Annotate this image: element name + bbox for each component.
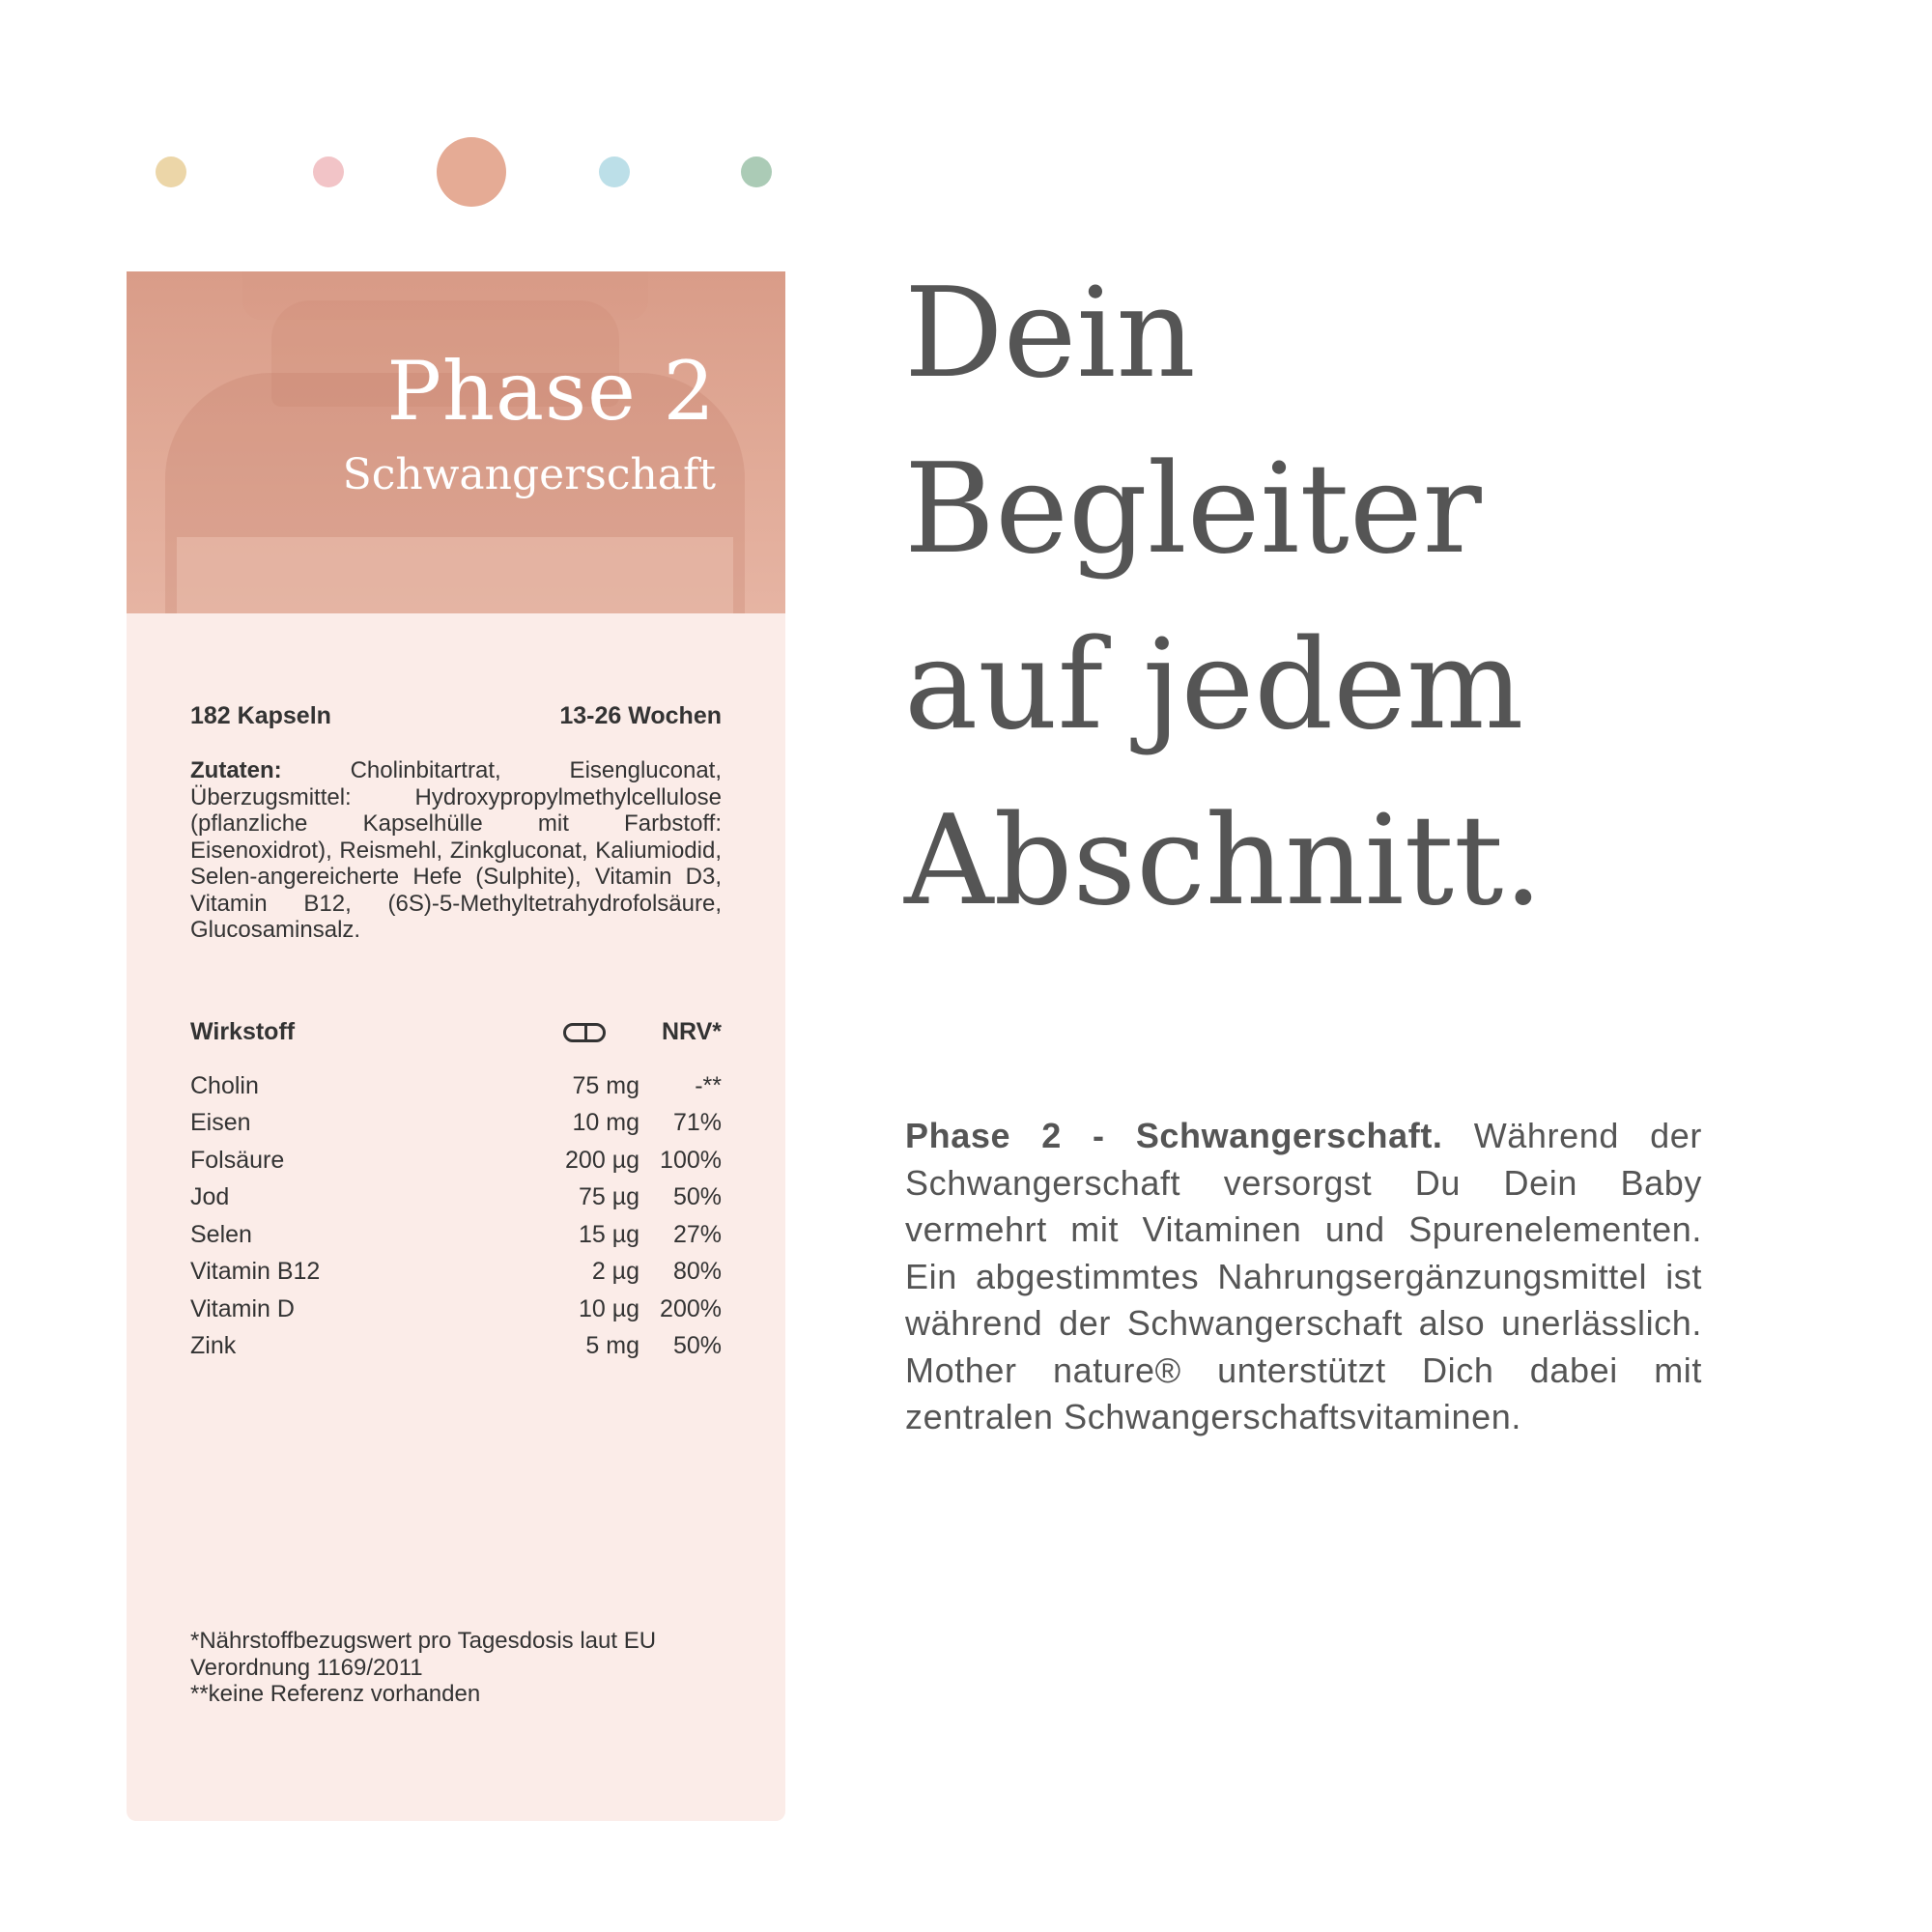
substance-nrv: 200% — [660, 1294, 722, 1322]
table-row — [190, 1067, 722, 1105]
substance-name: Jod — [190, 1183, 230, 1211]
phase-title: Phase 2 — [386, 344, 716, 439]
table-row — [190, 1216, 722, 1254]
phase-dot-4 — [599, 156, 630, 187]
substance-name: Folsäure — [190, 1146, 285, 1174]
phase-dot-1 — [156, 156, 186, 187]
substance-amount: 75 µg — [578, 1183, 639, 1211]
substance-name: Selen — [190, 1220, 252, 1248]
substance-amount: 75 mg — [572, 1071, 639, 1099]
substance-name: Cholin — [190, 1071, 259, 1099]
phase-dot-5 — [741, 156, 772, 187]
ingredients-label: Zutaten: — [190, 757, 282, 783]
ingredients — [190, 757, 722, 944]
header-amount — [470, 1015, 639, 1067]
table-header — [190, 1015, 722, 1067]
table-row — [190, 1291, 722, 1328]
headline-line-2: Begleiter — [904, 438, 1482, 582]
nutrient-table — [190, 1015, 722, 1365]
table-row — [190, 1179, 722, 1217]
substance-name: Eisen — [190, 1109, 251, 1137]
substance-name: Vitamin B12 — [190, 1258, 321, 1286]
substance-amount: 15 µg — [578, 1220, 639, 1248]
substance-nrv: 27% — [672, 1220, 722, 1248]
footnote-no-reference: **keine Referenz vorhanden — [190, 1681, 481, 1707]
table-row — [190, 1254, 722, 1292]
description-body: Während der Schwangerschaft versorgst Du Dein Baby vermehrt mit Vitaminen und Spurenelementen. Ein abgestimmtes Nahrungsergänzungsmittel ist während der Schwangerschaft also unerlässlich. Mother nature® unterstützt Dich dabei mit zentralen Schwangerschaftsvitaminen. — [905, 1116, 1702, 1436]
headline-line-4: Abschnitt. — [904, 789, 1544, 933]
product-meta — [190, 702, 722, 730]
substance-amount: 200 µg — [565, 1146, 639, 1174]
substance-nrv: 50% — [672, 1332, 722, 1360]
headline — [904, 246, 1543, 950]
phase-subtitle: Schwangerschaft — [342, 450, 716, 499]
card-header — [127, 271, 785, 613]
headline-line-1: Dein — [904, 262, 1196, 406]
table-row — [190, 1105, 722, 1143]
substance-amount: 10 µg — [578, 1294, 639, 1322]
capsule-icon — [563, 1023, 606, 1042]
substance-name: Vitamin D — [190, 1294, 295, 1322]
duration: 13-26 Wochen — [559, 702, 722, 729]
description — [905, 1113, 1702, 1441]
substance-amount: 5 mg — [585, 1332, 639, 1360]
header-substance: Wirkstoff — [190, 1017, 296, 1045]
headline-line-3: auf jedem — [904, 613, 1524, 757]
substance-name: Zink — [190, 1332, 237, 1360]
substance-nrv: -** — [695, 1071, 722, 1099]
footnotes — [190, 1628, 727, 1708]
substance-nrv: 100% — [660, 1146, 722, 1174]
substance-nrv: 80% — [672, 1258, 722, 1286]
capsule-count: 182 Kapseln — [190, 702, 331, 729]
substance-amount: 2 µg — [591, 1258, 639, 1286]
table-row — [190, 1328, 722, 1366]
footnote-nrv: *Nährstoffbezugswert pro Tagesdosis laut EU Verordnung 1169/2011 — [190, 1628, 657, 1681]
ingredients-text: Cholinbitartrat, Eisengluconat, Überzugsmittel: Hydroxypropylmethylcellulose (pflanzliche Kapselhülle mit Farbstoff: Eisenoxidrot), Reismehl, Zinkgluconat, Kaliumiodid, Selen-angereicherte Hefe (Sulphite), Vitamin D3, Vitamin B12, (6S)-5-Methyltetrahydrofolsäure, Glucosaminsalz. — [190, 757, 722, 943]
header-nrv: NRV* — [661, 1017, 722, 1045]
product-card — [127, 271, 785, 1821]
substance-nrv: 50% — [672, 1183, 722, 1211]
jar-label-image — [177, 537, 733, 613]
substance-amount: 10 mg — [572, 1109, 639, 1137]
phase-dot-active — [437, 137, 506, 207]
phase-dot-2 — [313, 156, 344, 187]
description-lead: Phase 2 - Schwangerschaft. — [905, 1116, 1443, 1155]
phase-indicator — [0, 0, 869, 251]
substance-nrv: 71% — [672, 1109, 722, 1137]
table-row — [190, 1142, 722, 1179]
